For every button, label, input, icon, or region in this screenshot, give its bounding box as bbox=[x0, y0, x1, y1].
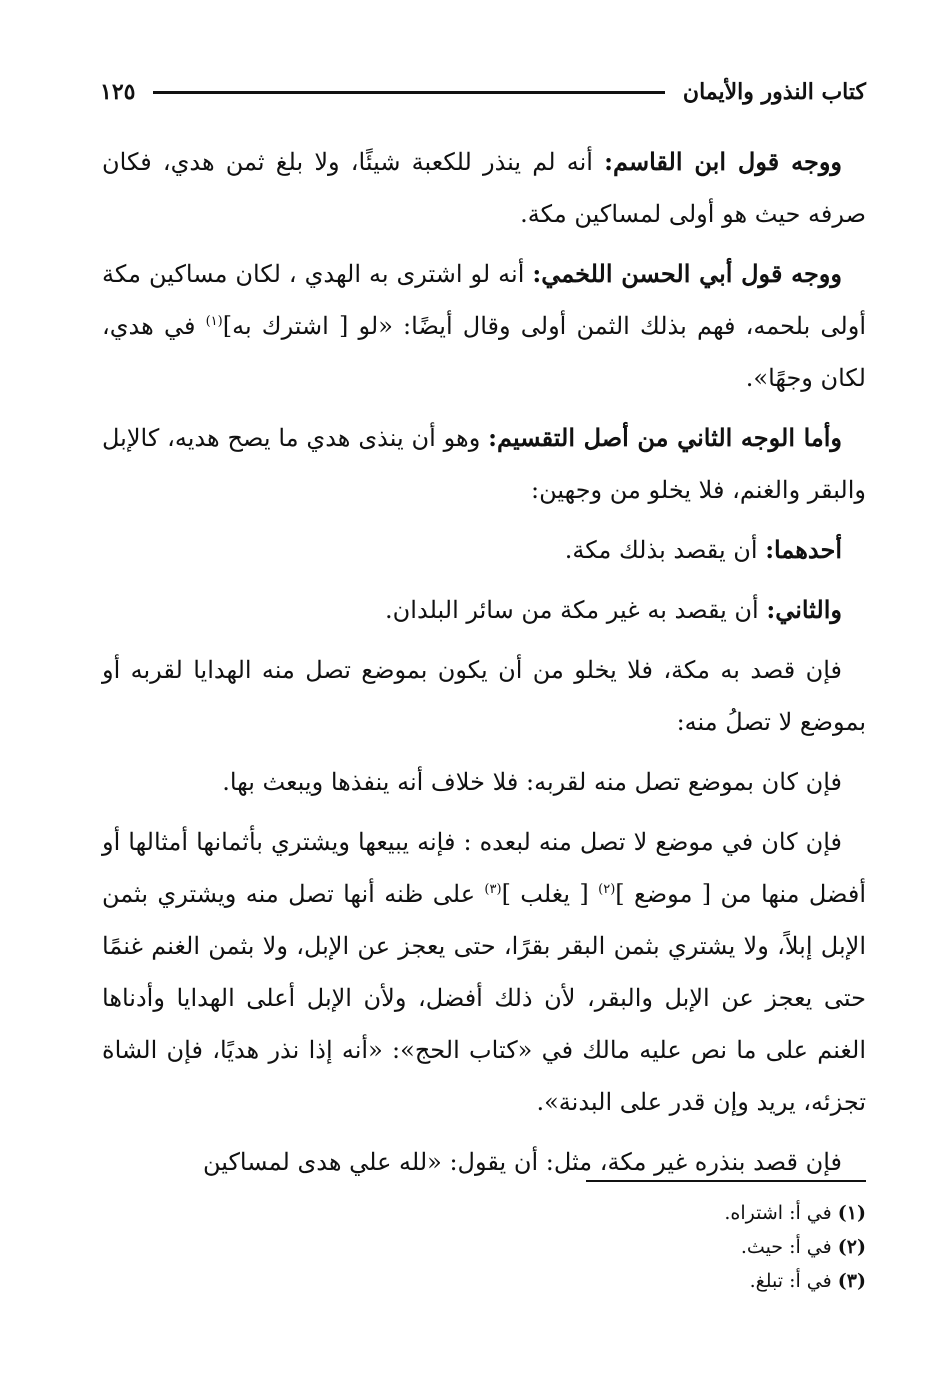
footnote-3 bbox=[102, 1264, 866, 1298]
footnote-1 bbox=[102, 1196, 866, 1230]
footnote-divider bbox=[586, 1180, 866, 1182]
paragraph-far-place bbox=[102, 816, 866, 1128]
footnote-2 bbox=[102, 1230, 866, 1264]
paragraph-text: أن يقصد به غير مكة من سائر البلدان. bbox=[385, 596, 767, 624]
footnote-text: في أ: تبلغ. bbox=[749, 1270, 832, 1292]
paragraph-text: أنه لم ينذر للكعبة شيئًا، ولا بلغ ثمن هدي، فكان صرفه حيث هو أولى لمساكين مكة. bbox=[102, 148, 866, 228]
paragraph-text: وهو أن ينذى هدي ما يصح هديه، كالإبل والبقر والغنم، فلا يخلو من وجهين: bbox=[102, 424, 866, 504]
footnotes bbox=[102, 1196, 866, 1298]
footnote-ref-3: (٣) bbox=[484, 882, 502, 897]
paragraph-near-place bbox=[102, 756, 866, 808]
paragraph-text: فإن قصد بنذره غير مكة، مثل: أن يقول: «لله علي هدى لمساكين bbox=[202, 1148, 842, 1176]
paragraph-lead: والثاني: bbox=[766, 595, 842, 624]
paragraph-lead: أحدهما: bbox=[765, 535, 842, 564]
page-number: ١٢٥ bbox=[100, 79, 136, 105]
paragraph-second-aspect bbox=[102, 412, 866, 516]
paragraph-lead: ووجه قول ابن القاسم: bbox=[604, 147, 843, 176]
paragraph-al-lakhmi bbox=[102, 248, 866, 404]
footnote-text: في أ: حيث. bbox=[740, 1236, 832, 1258]
paragraph-text: في هدي، لكان وجهًا». bbox=[102, 312, 866, 392]
footnote-ref-2: (٢) bbox=[598, 882, 616, 897]
footnote-text: في أ: اشتراه. bbox=[724, 1202, 832, 1224]
footnote-number: (٢) bbox=[837, 1236, 866, 1258]
paragraph-text: على ظنه أنها تصل منه ويشتري بثمن الإبل إبلاً، ولا يشتري بثمن البقر بقرًا، حتى يعجز عن الإبل، ولا بثمن الغنم غنمًا حتى يعجز عن الإبل والبقر، لأن ذلك أفضل، ولأن الإبل أعلى الهدايا وأدناها الغنم على ما نص عليه مالك في «كتاب الحج»: «أنه إذا نذر هديًا، فإن الشاة تجزئه، يريد وإن قدر على البدنة». bbox=[102, 880, 866, 1116]
paragraph-lead: وأما الوجه الثاني من أصل التقسيم: bbox=[488, 423, 842, 452]
paragraph-second-case bbox=[102, 584, 866, 636]
paragraph-text: أنه لو اشترى به الهدي ، لكان مساكين مكة أولى بلحمه، فهم بذلك الثمن أولى وقال أيضًا: «لو [ اشترك به] bbox=[102, 260, 866, 340]
paragraph-ibn-al-qasim bbox=[102, 136, 866, 240]
header-rule bbox=[153, 91, 664, 94]
paragraph-text: فإن كان في موضع لا تصل منه لبعده : فإنه يبيعها ويشتري بأثمانها أمثالها أو أفضل منها من [ موضع ] bbox=[102, 828, 866, 908]
header-title: كتاب النذور والأيمان bbox=[682, 79, 866, 105]
paragraph-lead: ووجه قول أبي الحسن اللخمي: bbox=[532, 259, 842, 288]
running-header bbox=[100, 72, 866, 112]
main-text bbox=[102, 136, 866, 1196]
paragraph-text: [ يغلب ] bbox=[501, 880, 599, 908]
paragraph-text: فإن قصد به مكة، فلا يخلو من أن يكون بموضع تصل منه الهدايا لقربه أو بموضع لا تصلُ منه: bbox=[102, 656, 866, 736]
footnote-ref-1: (١) bbox=[205, 314, 223, 329]
footnote-number: (١) bbox=[837, 1202, 866, 1224]
paragraph-first-case bbox=[102, 524, 866, 576]
paragraph-text: فإن كان بموضع تصل منه لقربه: فلا خلاف أنه ينفذها ويبعث بها. bbox=[222, 768, 842, 796]
paragraph-intended-mecca bbox=[102, 644, 866, 748]
paragraph-text: أن يقصد بذلك مكة. bbox=[564, 536, 766, 564]
footnote-number: (٣) bbox=[837, 1270, 866, 1292]
